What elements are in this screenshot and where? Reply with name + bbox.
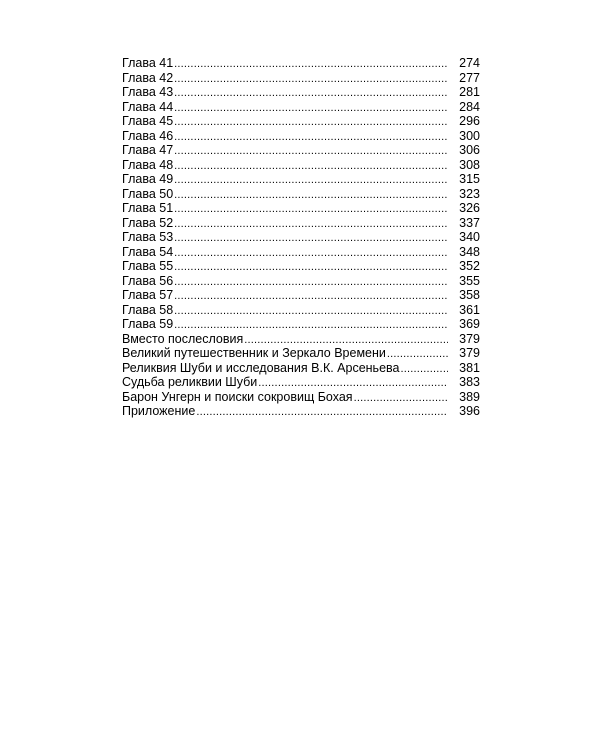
toc-entry: [122, 216, 480, 231]
toc-entry: [122, 303, 480, 318]
toc-entry-title: Барон Унгерн и поиски сокровищ Бохая: [122, 389, 353, 404]
toc-entry: [122, 317, 480, 332]
toc-leader-dots: [174, 130, 448, 145]
toc-entry-title: Глава 51: [122, 201, 174, 215]
toc-entry-page: 284: [459, 99, 480, 114]
toc-entry-page: 274: [459, 56, 480, 70]
toc-entry-page: 306: [459, 143, 480, 157]
toc-entry-page: 358: [459, 288, 480, 302]
toc-entry-page: 323: [459, 186, 480, 201]
toc-leader-dots: [174, 101, 448, 116]
toc-entry: [122, 274, 480, 289]
toc-entry-title: Глава 41: [122, 56, 174, 70]
toc-leader-dots: [174, 289, 448, 304]
toc-entry: [122, 332, 480, 347]
toc-entry: [122, 71, 480, 86]
toc-leader-dots: [174, 173, 448, 188]
toc-entry: [122, 390, 480, 405]
toc-leader-dots: [174, 217, 448, 232]
toc-entry-title: Вместо послесловия: [122, 331, 244, 346]
toc-entry-title: Глава 57: [122, 288, 174, 302]
toc-entry-page: 296: [459, 114, 480, 128]
toc-entry-page: 355: [459, 273, 480, 288]
toc-entry: [122, 172, 480, 187]
toc-entry: [122, 143, 480, 158]
toc-entry-title: Глава 58: [122, 302, 174, 317]
toc-entry: [122, 404, 480, 419]
toc-entry-page: 379: [459, 331, 480, 346]
toc-entry: [122, 346, 480, 361]
toc-leader-dots: [354, 391, 448, 406]
toc-entry-page: 389: [459, 389, 480, 404]
toc-leader-dots: [174, 231, 448, 246]
toc-entry: [122, 100, 480, 115]
toc-entry-page: 315: [459, 172, 480, 186]
toc-entry: [122, 375, 480, 390]
toc-entry: [122, 245, 480, 260]
toc-entry-page: 369: [459, 317, 480, 331]
toc-entry: [122, 158, 480, 173]
toc-leader-dots: [196, 405, 448, 420]
toc-entry-page: 379: [459, 346, 480, 360]
toc-entry-page: 361: [459, 302, 480, 317]
toc-leader-dots: [174, 246, 448, 261]
toc-entry-title: Глава 50: [122, 186, 174, 201]
toc-entry: [122, 85, 480, 100]
toc-entry-title: Глава 45: [122, 114, 174, 128]
toc-entry: [122, 56, 480, 71]
toc-entry-title: Реликвия Шуби и исследования В.К. Арсеньева: [122, 360, 400, 375]
toc-entry-page: 337: [459, 215, 480, 230]
toc-leader-dots: [258, 376, 448, 391]
toc-entry-page: 383: [459, 375, 480, 389]
toc-entry: [122, 361, 480, 376]
toc-leader-dots: [174, 275, 448, 290]
toc-leader-dots: [244, 333, 448, 348]
toc-entry-page: 300: [459, 128, 480, 143]
toc-entry-title: Глава 52: [122, 215, 174, 230]
toc-entry-page: 281: [459, 85, 480, 99]
toc-leader-dots: [387, 347, 448, 362]
toc-leader-dots: [174, 57, 448, 72]
toc-entry-title: Глава 46: [122, 128, 174, 143]
toc-entry-title: Глава 44: [122, 99, 174, 114]
toc-entry-title: Глава 59: [122, 317, 174, 331]
toc-entry-title: Судьба реликвии Шуби: [122, 375, 258, 389]
toc-entry: [122, 259, 480, 274]
toc-entry: [122, 288, 480, 303]
toc-leader-dots: [174, 159, 448, 174]
toc-entry-title: Глава 42: [122, 70, 174, 85]
toc-entry-title: Глава 55: [122, 259, 174, 273]
toc-leader-dots: [174, 188, 448, 203]
table-of-contents: [122, 56, 480, 419]
toc-entry-page: 381: [459, 360, 480, 375]
toc-leader-dots: [174, 304, 448, 319]
toc-entry-title: Глава 54: [122, 244, 174, 259]
toc-leader-dots: [174, 202, 448, 217]
toc-leader-dots: [174, 115, 448, 130]
toc-entry-title: Приложение: [122, 404, 196, 418]
toc-entry-page: 326: [459, 201, 480, 215]
toc-entry-title: Глава 53: [122, 230, 174, 244]
toc-entry-page: 340: [459, 230, 480, 244]
toc-entry-title: Глава 43: [122, 85, 174, 99]
toc-leader-dots: [174, 144, 448, 159]
toc-leader-dots: [400, 362, 448, 377]
toc-entry-title: Глава 49: [122, 172, 174, 186]
toc-entry-page: 277: [459, 70, 480, 85]
toc-entry-page: 348: [459, 244, 480, 259]
toc-entry-title: Глава 47: [122, 143, 174, 157]
toc-entry-page: 396: [459, 404, 480, 418]
toc-entry-page: 308: [459, 157, 480, 172]
toc-entry-title: Глава 56: [122, 273, 174, 288]
toc-entry: [122, 129, 480, 144]
toc-leader-dots: [174, 86, 448, 101]
toc-leader-dots: [174, 72, 448, 87]
toc-leader-dots: [174, 318, 448, 333]
toc-leader-dots: [174, 260, 448, 275]
toc-entry: [122, 114, 480, 129]
toc-entry-title: Глава 48: [122, 157, 174, 172]
toc-entry-page: 352: [459, 259, 480, 273]
toc-entry-title: Великий путешественник и Зеркало Времени: [122, 346, 386, 360]
toc-entry: [122, 187, 480, 202]
toc-entry: [122, 201, 480, 216]
toc-entry: [122, 230, 480, 245]
